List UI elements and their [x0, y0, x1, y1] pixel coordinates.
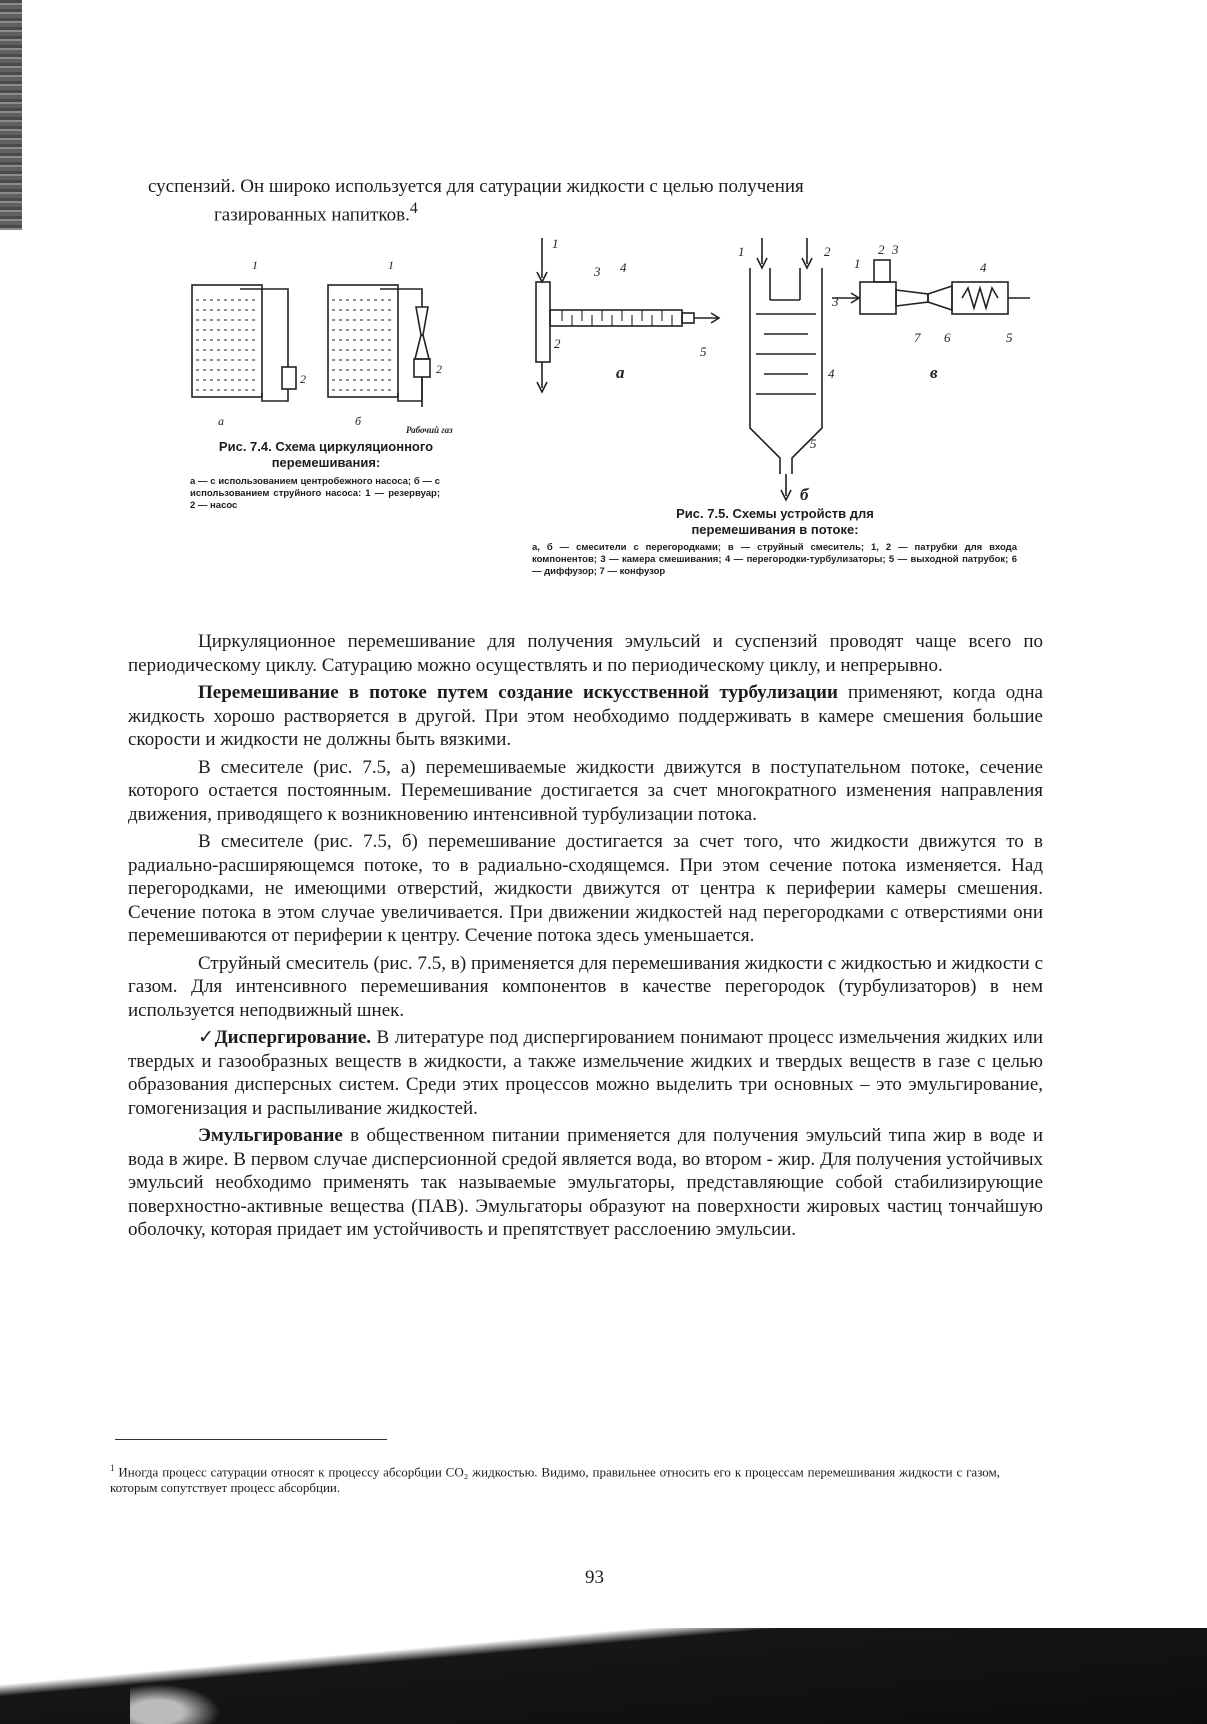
figure-7-5-drawing: [532, 238, 1032, 506]
footnote-text: Иногда процесс сатурации относят к процессу абсорбции CO₂ жидкостью. Видимо, правильнее относить его к процессам перемешивания жидкости с газом, которым сопутствует процесс абсорбции.: [110, 1464, 1000, 1496]
label-b-5: 5: [810, 436, 817, 451]
label-v-1: 1: [854, 256, 861, 271]
scan-left-edge: [0, 0, 22, 230]
label-2-b: 2: [436, 362, 442, 376]
figure-7-4-legend: а — с использованием центробежного насоса; б — с использованием струйного насоса: 1 — резервуар; 2 — насос: [190, 476, 440, 511]
label-v-2: 2: [878, 242, 885, 257]
footnote: [110, 1460, 1000, 1496]
label-2-a: 2: [300, 372, 306, 386]
intro-line-2: [148, 198, 948, 226]
figure-7-5-legend: а, б — смесители с перегородками; в — струйный смеситель; 1, 2 — патрубки для входа компонентов; 3 — камера смешивания; 4 — перегородки-турбулизаторы; 5 — выходной патрубок; 6 — диффузор; 7 — конфузор: [532, 542, 1017, 577]
paragraph-7-text: в общественном питании применяется для получения эмульсий типа жир в воде и вода в жире. В первом случае дисперсионной средой является вода, во втором - жир. Для получения устойчивых эмульсий необходимо применять так называемые эмульгаторы, представляющие собой стабилизирующие поверхностно-активные вещества (ПАВ). Эмульгаторы образуют на поверхности жировых частиц тончайшую оболочку, которая придает им устойчивость и препятствует расслоению эмульсии.: [128, 1125, 1043, 1240]
figure-7-4-caption: Рис. 7.4. Схема циркуляционного перемешивания:: [218, 439, 434, 470]
label-b-4: 4: [828, 366, 835, 381]
label-v-3: 3: [892, 242, 899, 257]
label-v-6: 6: [944, 330, 951, 345]
mixer-b: [750, 238, 822, 500]
label-v-7: 7: [914, 330, 921, 345]
mixer-a: [536, 238, 719, 392]
paragraph-5: Струйный смеситель (рис. 7.5, в) применяется для перемешивания жидкости с жидкостью и жидкости с газом. Для интенсивного перемешивания компонентов в качестве перегородок (турбулизаторов) в нем используется неподвижный шнек.: [128, 952, 1043, 1021]
body-text: [128, 630, 1043, 1246]
tank-b: [328, 285, 430, 407]
figure-7-5-caption: Рис. 7.5. Схемы устройств для перемешивания в потоке:: [676, 506, 874, 537]
label-b-2: 2: [824, 244, 831, 259]
label-v-4: 4: [980, 260, 987, 275]
label-a-5: 5: [700, 344, 707, 359]
paragraph-4: В смесителе (рис. 7.5, б) перемешивание достигается за счет того, что жидкости движутся то в радиально-расширяющемся потоке, то в радиально-сходящемся. При этом сечение потока изменяется. Над перегородками, не имеющими отверстий, жидкости движутся от центра к периферии камеры смешения. Сечение потока в этом случае увеличивается. При движении жидкостей над перегородками с отверстиями они перемешиваются от периферии к центру. Сечение потока здесь уменьшается.: [128, 831, 1043, 946]
label-a-1: 1: [552, 238, 559, 251]
scan-bottom-light: [130, 1684, 220, 1724]
figure-7-4: [180, 255, 470, 512]
figure-7-4-drawing: [180, 255, 470, 435]
tank-a: [192, 285, 296, 401]
label-b-3: 3: [832, 294, 839, 309]
sub-label-a: а: [616, 363, 625, 382]
paragraph-7-heading: Эмульгирование: [198, 1125, 343, 1146]
label-a-2: 2: [554, 336, 561, 351]
sub-label-a: а: [218, 414, 224, 428]
intro-line-1: суспензий. Он широко используется для сатурации жидкости с целью получения: [148, 176, 804, 197]
label-b-1: 1: [738, 244, 745, 259]
paragraph-7: [128, 1124, 1043, 1242]
page-number: 93: [585, 1567, 604, 1588]
label-1-a: 1: [252, 258, 258, 272]
label-a-3: 3: [594, 264, 601, 279]
intro-line-2-text: газированных напитков.: [214, 204, 410, 226]
check-mark: ✓: [198, 1027, 215, 1048]
paragraph-2-heading: Перемешивание в потоке путем создание искусственной турбулизации: [198, 682, 838, 703]
label-working-gas: Рабочий газ: [406, 425, 453, 435]
paragraph-6-text: В литературе под диспергированием понимают процесс измельчения жидких или твердых и газообразных веществ в жидкости, а также измельчение жидких и твердых веществ в газе с целью образования дисперсных систем. Среди этих процессов можно выделить три основных – это эмульгирование, гомогенизация и распыливание жидкостей.: [128, 1027, 1043, 1119]
sub-label-b: б: [800, 485, 809, 504]
paragraph-2-text: применяют, когда одна жидкость хорошо растворяется в другой. При этом необходимо поддерживать в камере смешения большие скорости и жидкости не должны быть вязкими.: [128, 682, 1043, 750]
mixer-v: [832, 260, 1030, 314]
paragraph-3: В смесителе (рис. 7.5, а) перемешиваемые жидкости движутся в поступательном потоке, сечение которого остается постоянным. Перемешивание достигается за счет многократного изменения направления движения, приводящего к возникновению интенсивной турбулизации потока.: [128, 756, 1043, 825]
paragraph-6: [128, 1026, 1043, 1120]
intro-text: [148, 176, 948, 226]
label-v-5: 5: [1006, 330, 1013, 345]
footnote-mark: 1: [110, 1463, 115, 1473]
footnote-divider: [115, 1439, 387, 1440]
label-a-4: 4: [620, 260, 627, 275]
paragraph-1: Циркуляционное перемешивание для получения эмульсий и суспензий проводят чаще всего по периодическому циклу. Сатурацию можно осуществлять и по периодическому циклу, и непрерывно.: [128, 631, 1043, 676]
paragraph-2: [128, 681, 1043, 752]
intro-footnote-ref: 4: [409, 200, 418, 217]
paragraph-6-heading: Диспергирование.: [214, 1027, 372, 1048]
sub-label-b: б: [355, 414, 362, 428]
sub-label-v: в: [930, 363, 938, 382]
label-1-b: 1: [388, 258, 394, 272]
figure-7-5: [532, 238, 1032, 578]
